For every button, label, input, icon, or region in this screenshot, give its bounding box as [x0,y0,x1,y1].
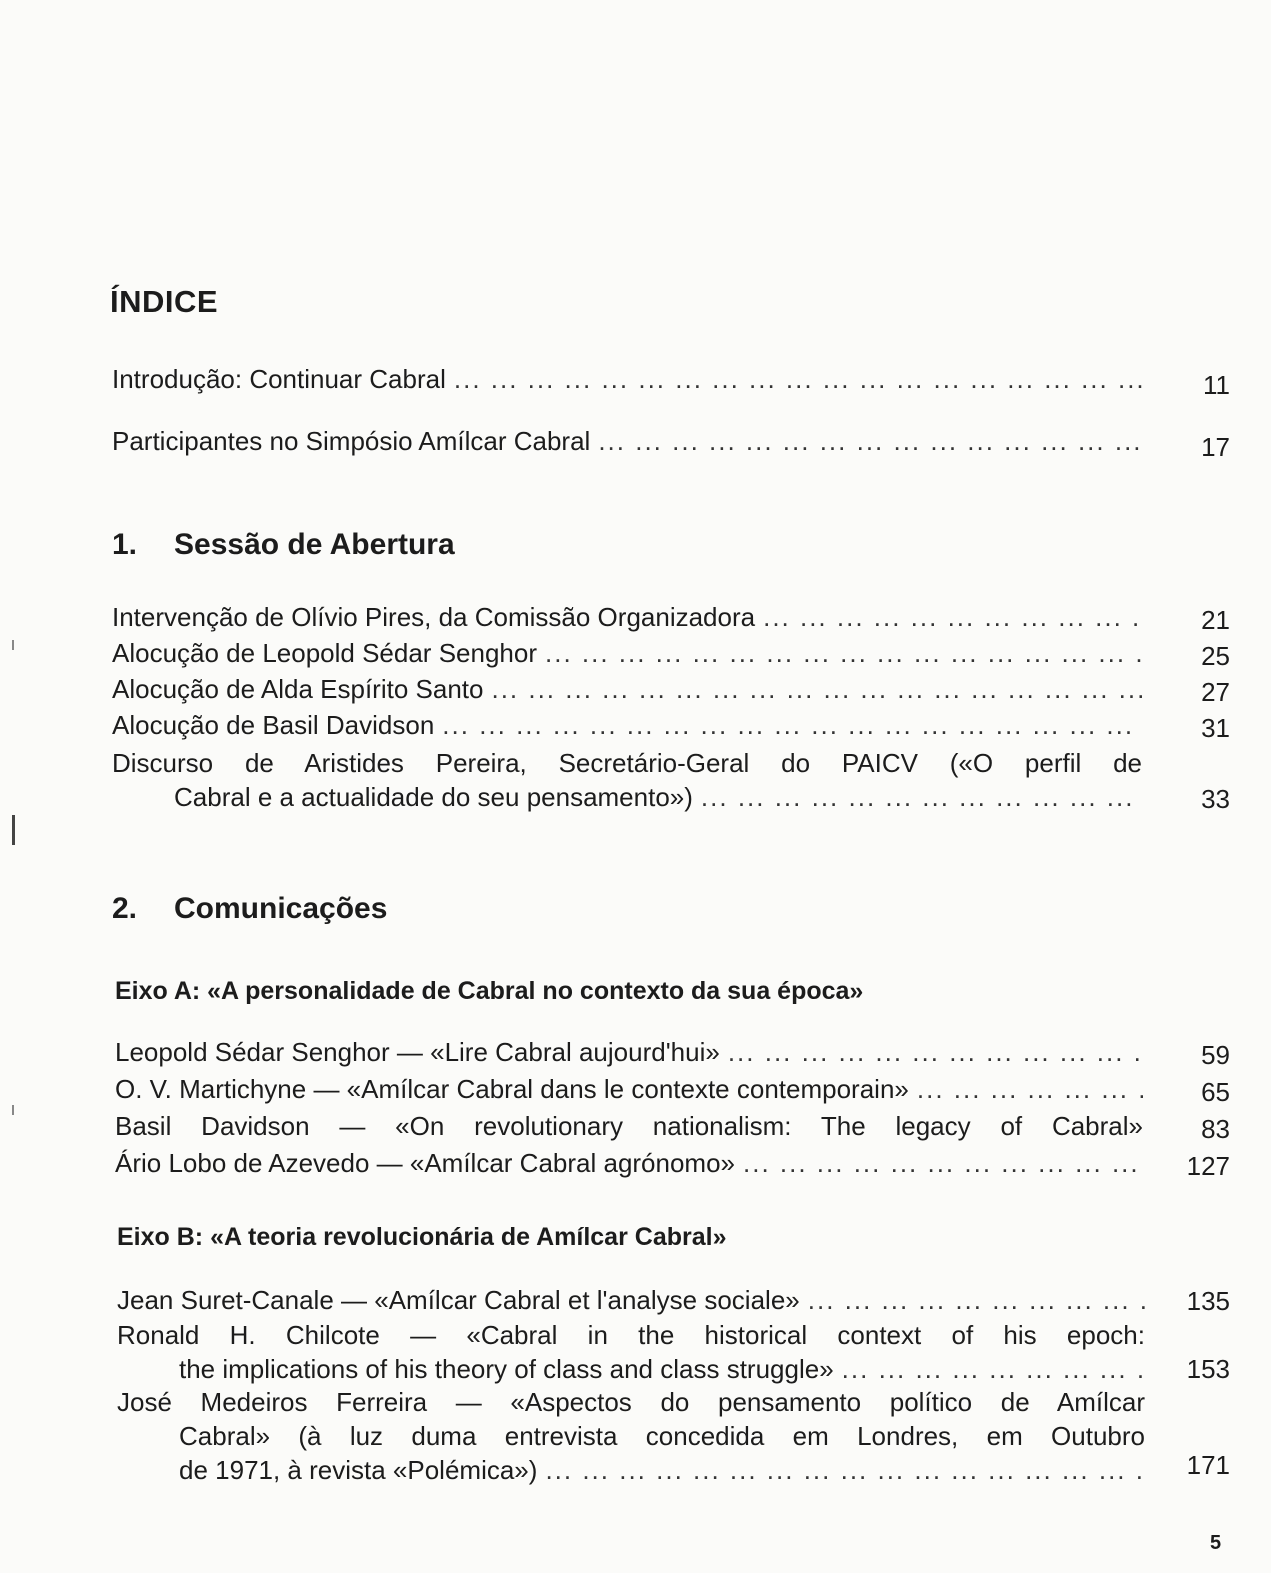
page-ref: 11 [1203,370,1230,400]
page-ref: 33 [1201,784,1230,814]
section-number: 2. [112,892,138,925]
toc-entry [115,1072,1143,1106]
toc-entry [112,636,1142,670]
toc-entry-participantes [112,424,1142,458]
toc-entry [112,708,1142,742]
page-ref: 83 [1201,1114,1230,1144]
page-ref: 27 [1201,677,1230,707]
entry-title: Alocução de Alda Espírito Santo [112,674,484,704]
entry-title: O. V. Martichyne — «Amílcar Cabral dans le contexte contemporain» [115,1074,909,1104]
page-ref: 21 [1201,605,1230,635]
leader-dots [434,708,1142,742]
leader-dots [735,1146,1143,1180]
leader-dots [693,780,1142,814]
entry-title: Introdução: Continuar Cabral [112,364,446,394]
section-title-2 [112,892,387,926]
leader-dots [537,1453,1145,1487]
toc-entry [117,1385,1145,1487]
leader-dots [800,1283,1145,1317]
page-ref: 17 [1201,432,1230,462]
section-name: Comunicações [174,892,388,925]
page-ref: 153 [1186,1354,1230,1384]
leader-dots [537,636,1142,670]
leader-dots [590,424,1142,458]
section-name: Sessão de Abertura [174,528,455,561]
leader-dots [834,1352,1145,1386]
page-ref: 135 [1186,1286,1230,1316]
entry-title-line: Cabral» (à luz duma entrevista concedida em Londres, em Outubro [179,1421,1145,1451]
entry-title-line: Discurso de Aristides Pereira, Secretário-Geral do PAICV («O perfil de [112,748,1142,778]
entry-title: Alocução de Leopold Sédar Senghor [112,638,537,668]
axis-a-title: Eixo A: «A personalidade de Cabral no contexto da sua época» [115,977,864,1005]
entry-title: Ário Lobo de Azevedo — «Amílcar Cabral agrónomo» [115,1148,736,1178]
toc-entry-introducao [112,362,1142,396]
leader-dots [446,362,1142,396]
entry-title-line: José Medeiros Ferreira — «Aspectos do pensamento político de Amílcar [117,1387,1145,1417]
axis-b-title: Eixo B: «A teoria revolucionária de Amílcar Cabral» [117,1223,727,1251]
toc-entry [115,1109,1143,1143]
entry-title-line: de 1971, à revista «Polémica») [179,1455,538,1485]
page-ref: 31 [1201,713,1230,743]
leader-dots [909,1072,1143,1106]
leader-dots [483,672,1142,706]
page-ref: 171 [1186,1450,1230,1480]
toc-entry [117,1283,1145,1317]
scan-margin-mark [12,815,15,845]
entry-title-line: the implications of his theory of class and class struggle» [179,1354,834,1384]
page-ref: 59 [1201,1040,1230,1070]
section-number: 1. [112,528,138,561]
entry-title: Intervenção de Olívio Pires, da Comissão Organizadora [112,602,756,632]
scan-margin-mark [12,640,14,650]
entry-title: Alocução de Basil Davidson [112,710,435,740]
entry-title-line: Cabral e a actualidade do seu pensamento») [174,782,693,812]
page-ref: 127 [1186,1151,1230,1181]
page-number: 5 [1210,1532,1222,1554]
leader-dots [755,600,1142,634]
page-ref: 65 [1201,1077,1230,1107]
toc-entry [115,1035,1143,1069]
leader-dots [720,1035,1143,1069]
scan-margin-mark [12,1105,14,1115]
entry-title: Basil Davidson — «On revolutionary nationalism: The legacy of Cabral» [115,1111,1143,1141]
toc-entry [117,1318,1145,1386]
entry-title: Participantes no Simpósio Amílcar Cabral [112,426,591,456]
entry-title-line: Ronald H. Chilcote — «Cabral in the historical context of his epoch: [117,1320,1145,1350]
section-title-1 [112,528,455,562]
toc-entry [112,672,1142,706]
page-ref: 25 [1201,641,1230,671]
entry-title: Leopold Sédar Senghor — «Lire Cabral aujourd'hui» [115,1037,720,1067]
toc-entry [112,600,1142,634]
toc-entry [115,1146,1143,1180]
entry-title: Jean Suret-Canale — «Amílcar Cabral et l'analyse sociale» [117,1285,800,1315]
index-heading: ÍNDICE [110,284,219,319]
toc-entry [112,746,1142,814]
